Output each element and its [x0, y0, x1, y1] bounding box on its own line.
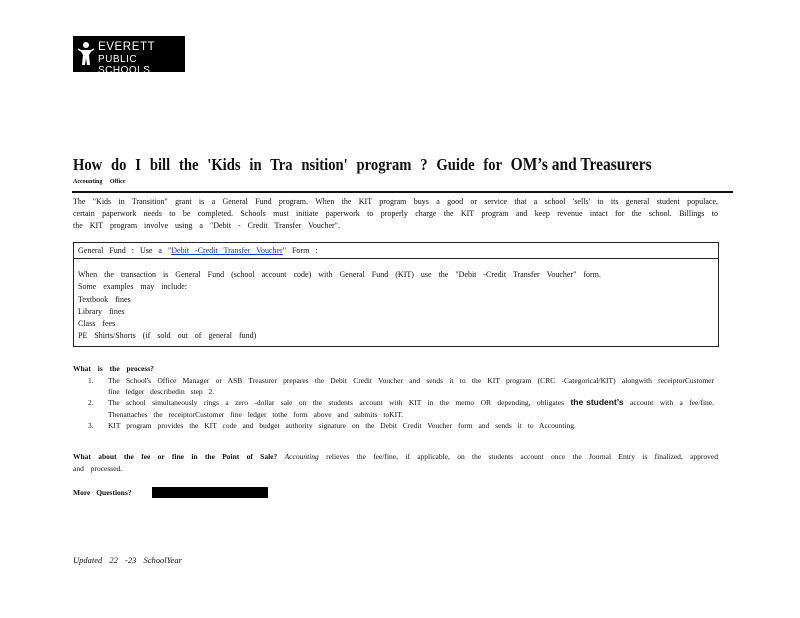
box-heading	[78, 246, 318, 255]
step-text-pre: The school simultaneously rings a zero -dollar sale on the students account with KIT in the memo OR depending, obligates	[108, 398, 565, 408]
box-line-transaction: When the transaction is General Fund (school account code) with General Fund (KIT) use the "Debit -Credit Transfer Voucher" form.	[78, 270, 601, 279]
intro-paragraph: The "Kids in Transition" grant is a General Fund program. When the KIT program buys a good or service that a school 'sells' to its general student populace, certain paperwork needs to be completed. Schools must initiate paperwork to properly charge the KIT program and keep revenue intact for the school. Billings to the KIT program involve using a "Debit - Credit Transfer Voucher".	[73, 197, 718, 230]
title-rule	[72, 191, 733, 193]
box-line-library: Library fines	[78, 307, 125, 316]
box-heading-pre: General Fund : Use a "	[78, 246, 172, 255]
box-line-examples: Some examples may include:	[78, 282, 187, 291]
process-steps	[88, 375, 714, 431]
redacted-contact	[152, 487, 268, 498]
general-fund-box	[73, 242, 719, 347]
box-heading-post: " Form :	[282, 246, 318, 255]
process-heading: What is the process?	[73, 364, 154, 373]
process-step-3	[88, 420, 714, 431]
step-number: 1.	[88, 376, 94, 385]
process-step-2	[88, 397, 714, 419]
box-divider	[74, 258, 718, 259]
updated-note: Updated 22 -23 SchoolYear	[73, 555, 182, 565]
box-line-pe-shirts: PE Shirts/Shorts (if sold out of general fund)	[78, 331, 257, 340]
title-tail: OM’s and Treasurers	[510, 154, 652, 174]
box-line-textbook: Textbook fines	[78, 295, 131, 304]
process-step-1	[88, 375, 714, 397]
step-number: 2.	[88, 398, 94, 408]
page-title	[73, 154, 652, 175]
fee-answer: relieves the fee/fine, if applicable, on the students account once the Journal Entry is finalized, approved and processed.	[73, 452, 719, 473]
page-subtitle: Accounting Office	[73, 179, 126, 185]
fee-fine-paragraph	[73, 451, 718, 475]
fee-question: What about the fee or fine in the Point of Sale?	[73, 452, 278, 461]
more-questions-label: More Questions?	[73, 488, 132, 497]
title-main: How do I bill the 'Kids in Tra nsition' program ? Guide for	[73, 155, 502, 174]
step-text-emphasis: the student’s	[570, 397, 624, 408]
logo-line2: PUBLIC SCHOOLS	[98, 54, 151, 76]
step-text-post: account with a fee/fine. Thenattaches the receiptorCustomer fine ledger tothe form above and submits toKIT.	[108, 398, 715, 419]
step-text: KIT program provides the KIT code and budget authority signature on the Debit Credit Voucher form and sends it to Accounting.	[108, 420, 576, 430]
figure-icon	[77, 41, 95, 67]
debit-credit-voucher-link[interactable]: Debit -Credit Transfer Voucher	[171, 246, 283, 255]
step-text: The School's Office Manager or ASB Treasurer prepares the Debit Credit Voucher and sends it to the KIT program (CRC -Categorical/KIT) alongwith receiptorCustomer fine ledger describedin step 2.	[108, 376, 714, 397]
logo-line1: EVERETT	[98, 41, 156, 53]
fee-accounting: Accounting	[284, 452, 319, 461]
box-line-class-fees: Class fees	[78, 319, 116, 328]
step-number: 3.	[88, 420, 94, 430]
district-logo	[73, 36, 185, 76]
